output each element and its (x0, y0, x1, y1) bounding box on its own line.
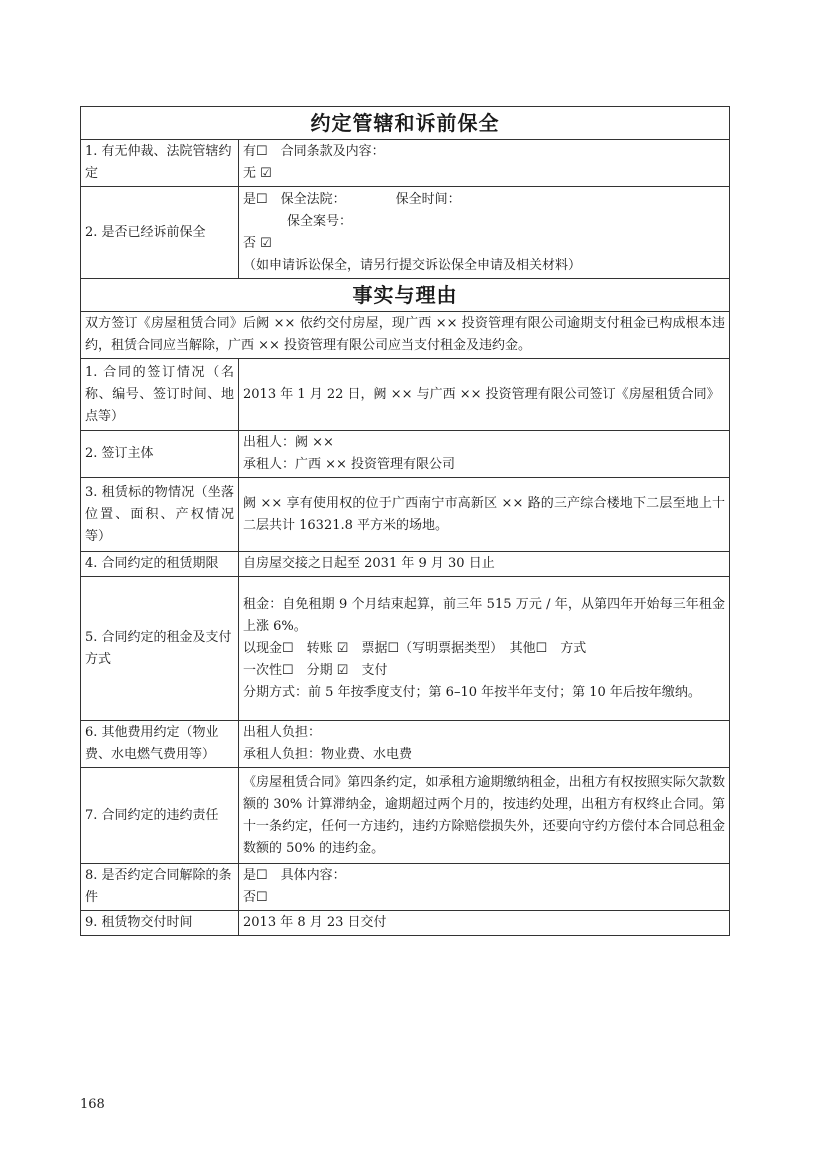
row-lease-term (81, 552, 730, 577)
row-label: 9. 租赁物交付时间 (81, 911, 239, 936)
row-label: 1. 有无仲裁、法院管辖约定 (81, 140, 239, 187)
row-value (239, 864, 730, 911)
lessor-fees: 出租人负担： (243, 725, 322, 740)
row-label: 2. 签订主体 (81, 431, 239, 478)
option-yes: 有☐ 合同条款及内容： (243, 144, 385, 159)
option-yes: 是☐ 保全法院： (243, 191, 346, 207)
row-termination (81, 864, 730, 911)
lessor: 出租人：阙 ×× (243, 435, 334, 450)
row-rent-payment (81, 577, 730, 721)
note: （如申请诉讼保全，请另行提交诉讼保全申请及相关材料） (243, 257, 582, 273)
row-value (239, 431, 730, 478)
facts-summary-row (81, 312, 730, 359)
row-value: 2013 年 1 月 22 日，阙 ×× 与广西 ×× 投资管理有限公司签订《房屋租赁合同》 (239, 359, 730, 431)
row-parties (81, 431, 730, 478)
facts-summary: 双方签订《房屋租赁合同》后阙 ×× 依约交付房屋，现广西 ×× 投资管理有限公司逾期支付租金已构成根本违约，租赁合同应当解除，广西 ×× 投资管理有限公司应当支付租金及违约金。 (81, 312, 730, 359)
installment-text: 分期方式：前 5 年按季度支付；第 6–10 年按半年支付；第 10 年后按年缴纳。 (243, 684, 701, 700)
lessee: 承租人：广西 ×× 投资管理有限公司 (243, 457, 456, 472)
section-facts-header (81, 279, 730, 312)
section-title: 事实与理由 (81, 279, 730, 312)
complaint-form-table (80, 106, 730, 936)
row-label: 1. 合同的签订情况（名称、编号、签订时间、地点等） (81, 359, 239, 431)
option-no: 无 ☑ (243, 166, 272, 181)
option-no: 否☐ (243, 890, 268, 905)
lessee-fees: 承租人负担：物业费、水电费 (243, 747, 413, 762)
row-label: 4. 合同约定的租赁期限 (81, 552, 239, 577)
row-label: 5. 合同约定的租金及支付方式 (81, 577, 239, 721)
row-value (239, 577, 730, 721)
payment-method: 以现金☐ 转账 ☑ 票据☐（写明票据类型） 其他☐ 方式 (243, 640, 587, 656)
row-value: 自房屋交接之日起至 2031 年 9 月 30 日止 (239, 552, 730, 577)
row-other-fees (81, 721, 730, 768)
section-jurisdiction-header (81, 107, 730, 140)
payment-type: 一次性☐ 分期 ☑ 支付 (243, 662, 388, 678)
row-arbitration (81, 140, 730, 187)
case-number: 保全案号： (287, 213, 353, 229)
section-title: 约定管辖和诉前保全 (81, 107, 730, 140)
row-value (239, 187, 730, 279)
row-label: 2. 是否已经诉前保全 (81, 187, 239, 279)
page-number: 168 (80, 1097, 105, 1112)
rent-text: 租金：自免租期 9 个月结束起算，前三年 515 万元 / 年，从第四年开始每三年租金上涨 6%。 (243, 596, 725, 634)
preservation-time: 保全时间： (395, 191, 461, 207)
row-label: 6. 其他费用约定（物业费、水电燃气费用等） (81, 721, 239, 768)
row-liability (81, 768, 730, 864)
row-value (239, 721, 730, 768)
row-value: 《房屋租赁合同》第四条约定，如承租方逾期缴纳租金，出租方有权按照实际欠款数额的 30% 计算滞纳金，逾期超过两个月的，按违约处理，出租方有权终止合同。第十一条约定，任何一方违约，违约方除赔偿损失外，还要向守约方偿付本合同总租金数额的 50% 的违约金。 (239, 768, 730, 864)
row-value: 阙 ×× 享有使用权的位于广西南宁市高新区 ×× 路的三产综合楼地下二层至地上十二层共计 16321.8 平方米的场地。 (239, 478, 730, 552)
option-no: 否 ☑ (243, 235, 272, 251)
row-contract-signing (81, 359, 730, 431)
row-label: 8. 是否约定合同解除的条件 (81, 864, 239, 911)
row-label: 7. 合同约定的违约责任 (81, 768, 239, 864)
row-label: 3. 租赁标的物情况（坐落位置、面积、产权情况等） (81, 478, 239, 552)
row-value: 2013 年 8 月 23 日交付 (239, 911, 730, 936)
row-value (239, 140, 730, 187)
option-yes: 是☐ 具体内容： (243, 868, 346, 883)
row-leased-property (81, 478, 730, 552)
row-preservation (81, 187, 730, 279)
row-delivery (81, 911, 730, 936)
